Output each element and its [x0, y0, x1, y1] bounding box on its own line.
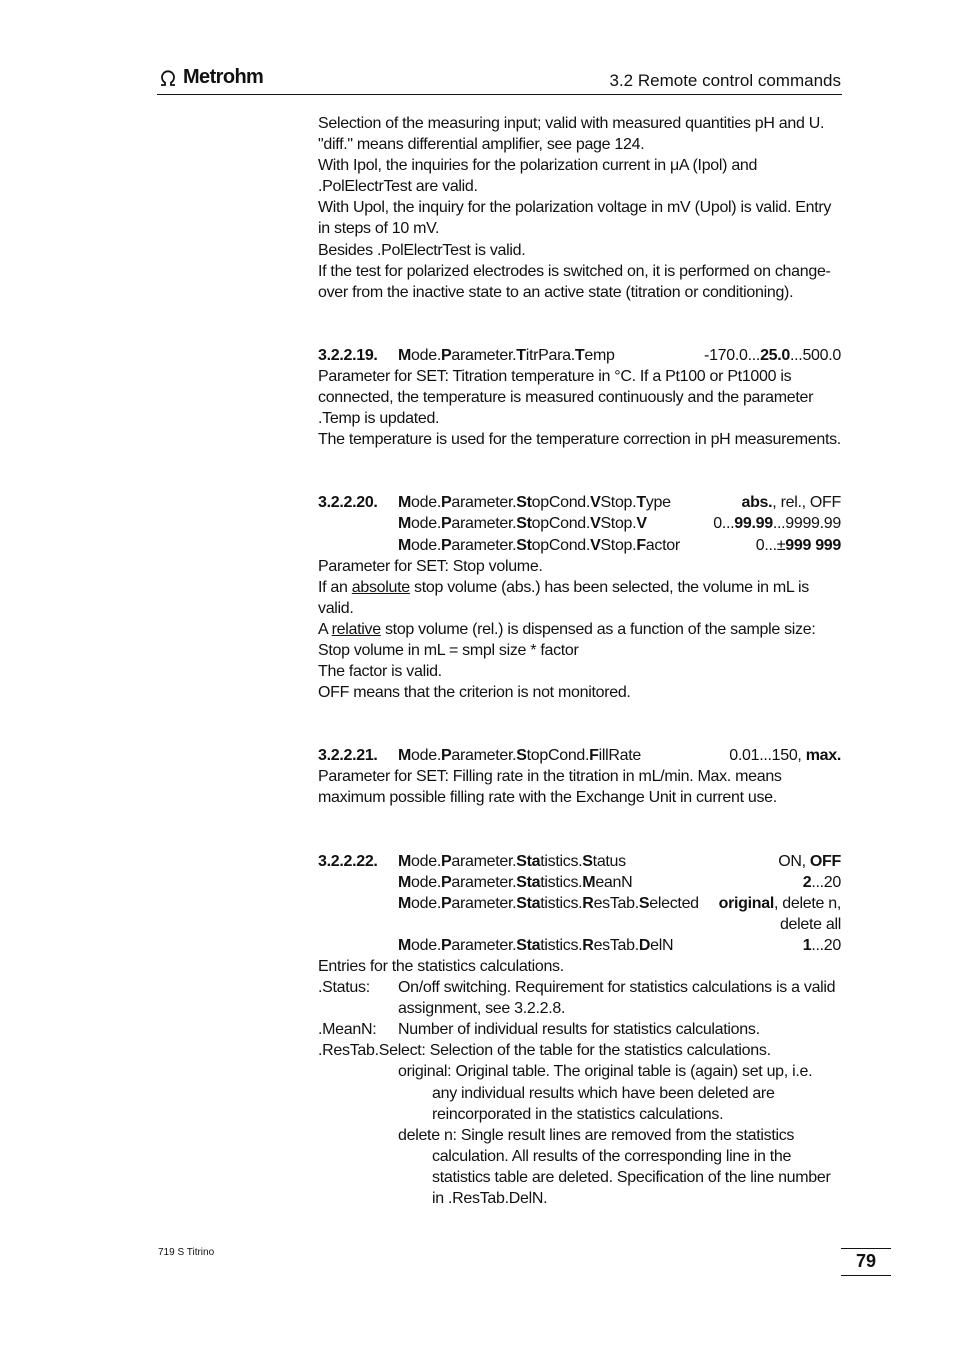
intro-line-2: With Ipol, the inquiries for the polarization current in μA (Ipol) and .PolElectrTest are valid.: [318, 157, 758, 196]
value-continuation: delete all: [779, 915, 841, 933]
value-range: 0...±999 999: [755, 536, 841, 554]
meann-description: .MeanN: Number of individual results for statistics calculations.: [318, 1021, 760, 1039]
section-heading-3-2-2-22: 3.2.2.22. Mode.Parameter.Statistics.Status ON, OFF: [318, 851, 841, 872]
command-fillrate: Mode.Parameter.StopCond.FillRate: [398, 747, 642, 765]
s20-formula: Stop volume in mL = smpl size * factor: [318, 641, 579, 659]
value-range: 2...20: [802, 873, 841, 891]
header-rule: [157, 94, 842, 95]
command-vstop-v: Mode.Parameter.StopCond.VStop.V: [398, 515, 647, 533]
command-row: [318, 893, 841, 914]
command-row: [318, 513, 841, 534]
command-stat-status: Mode.Parameter.Statistics.Status: [398, 852, 626, 870]
s19-text-2: The temperature is used for the temperature correction in pH measurements.: [318, 431, 841, 449]
value-range: 0.01...150, max.: [729, 747, 841, 765]
command-row: [318, 935, 841, 956]
value-range: ON, OFF: [778, 852, 841, 870]
footer-rule: [841, 1248, 891, 1249]
command-vstop-type: Mode.Parameter.StopCond.VStop.Type: [398, 494, 671, 512]
footer-rule: [841, 1275, 891, 1276]
s20-text-5: The factor is valid.: [318, 663, 442, 681]
status-description: .Status: On/off switching. Requirement for statistics calculations is a valid assignment, see 3.2.2.8.: [318, 979, 836, 1018]
intro-line-1: Selection of the measuring input; valid with measured quantities pH and U. "diff." means differential amplifier, see page 124.: [318, 115, 825, 154]
s20-text-2: If an absolute stop volume (abs.) has been selected, the volume in mL is valid.: [318, 578, 809, 617]
command-row: [318, 872, 841, 893]
command-temp: Mode.Parameter.TitrPara.Temp: [398, 346, 615, 364]
option-original: original: Original table. The original table is (again) set up, i.e. any individual results which have been deleted are reincorporated in the statistics calculations.: [398, 1063, 813, 1123]
value-range: abs., rel., OFF: [741, 494, 841, 512]
option-delete-n: delete n: Single result lines are removed from the statistics calculation. All results of the corresponding line in the statistics table are deleted. Specification of the line number in .ResTab.DelN.: [398, 1126, 831, 1208]
omega-logo-icon: [158, 68, 178, 88]
logo-text: Metrohm: [183, 66, 264, 88]
value-range: -170.0...25.0...500.0: [704, 346, 841, 364]
intro-line-5: If the test for polarized electrodes is switched on, it is performed on change-over from the inactive state to an active state (titration or conditioning).: [318, 262, 831, 301]
s20-text-3: A relative stop volume (rel.) is dispensed as a function of the sample size:: [318, 620, 816, 638]
page-body: [318, 113, 841, 1209]
s22-intro: Entries for the statistics calculations.: [318, 958, 564, 975]
metrohm-logo: [158, 66, 263, 89]
command-vstop-factor: Mode.Parameter.StopCond.VStop.Factor: [398, 536, 680, 554]
s21-text: Parameter for SET: Filling rate in the titration in mL/min. Max. means maximum possible filling rate with the Exchange Unit in current use.: [318, 768, 782, 807]
section-heading-3-2-2-21: 3.2.2.21. Mode.Parameter.StopCond.FillRate 0.01...150, max.: [318, 745, 841, 766]
command-stat-selected: Mode.Parameter.Statistics.ResTab.Selected: [398, 894, 699, 912]
command-stat-deln: Mode.Parameter.Statistics.ResTab.DelN: [398, 936, 674, 954]
section-heading-3-2-2-20: 3.2.2.20. Mode.Parameter.StopCond.VStop.Type abs., rel., OFF: [318, 492, 841, 513]
s19-text-1: Parameter for SET: Titration temperature in °C. If a Pt100 or Pt1000 is connected, the temperature is measured continuously and the parameter .Temp is updated.: [318, 367, 814, 428]
restab-description: .ResTab.Select: Selection of the table for the statistics calculations.: [318, 1042, 771, 1060]
value-range: 0...99.99...9999.99: [713, 515, 841, 533]
footer-document-name: 719 S Titrino: [158, 1247, 215, 1258]
command-row: [318, 535, 841, 556]
header-section-title: 3.2 Remote control commands: [609, 71, 841, 90]
value-range: original, delete n,: [718, 894, 841, 912]
intro-line-4: Besides .PolElectrTest is valid.: [318, 241, 526, 259]
command-stat-meann: Mode.Parameter.Statistics.MeanN: [398, 873, 633, 891]
s20-text-1: Parameter for SET: Stop volume.: [318, 557, 543, 575]
intro-line-3: With Upol, the inquiry for the polarization voltage in mV (Upol) is valid. Entry in steps of 10 mV.: [318, 199, 832, 238]
value-range: 1...20: [802, 936, 841, 954]
s20-text-6: OFF means that the criterion is not monitored.: [318, 684, 631, 702]
page-number: 79: [855, 1251, 877, 1271]
section-heading-3-2-2-19: 3.2.2.19. Mode.Parameter.TitrPara.Temp -170.0...25.0...500.0: [318, 345, 841, 366]
